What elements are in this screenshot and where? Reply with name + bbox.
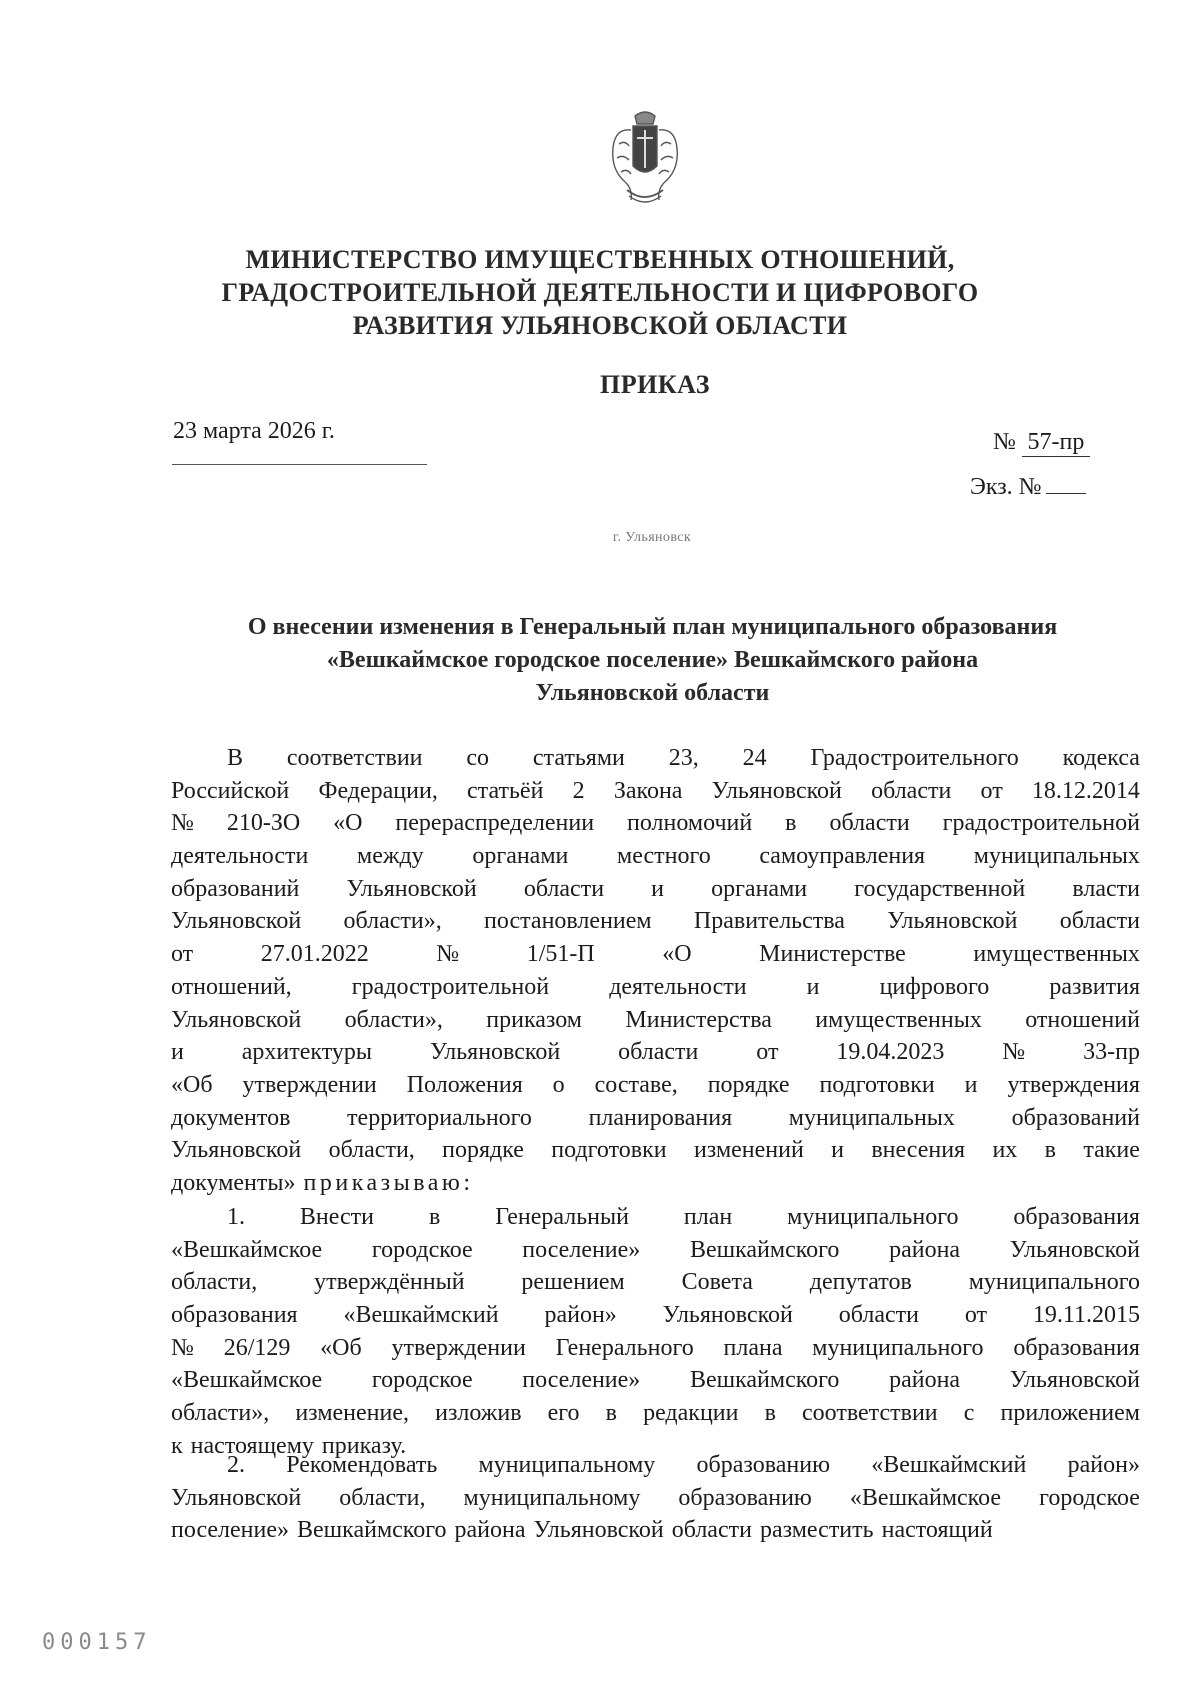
word: Ульяновской xyxy=(662,1302,793,1329)
word: приказываю: xyxy=(303,1169,474,1196)
word: Ульяновской xyxy=(346,875,477,902)
subject-line: «Вешкаймское городское поселение» Вешкаймского района xyxy=(326,647,979,673)
word: образования xyxy=(1013,1334,1140,1361)
word: Вешкаймского xyxy=(689,1236,840,1263)
word: Генерального xyxy=(555,1334,694,1361)
word: Ульяновской xyxy=(171,908,302,935)
word: Вешкаймского xyxy=(689,1367,840,1394)
paragraph-preamble xyxy=(171,742,1140,1200)
word: района xyxy=(889,1367,961,1394)
word: отношений, xyxy=(171,973,292,1000)
word: Министерства xyxy=(625,1006,772,1033)
word: 19.11.2015 xyxy=(1032,1302,1140,1329)
word: поселение» xyxy=(522,1236,641,1263)
text-line xyxy=(171,1266,1140,1299)
text-line xyxy=(171,775,1140,808)
word: района xyxy=(889,1236,961,1263)
word: Ульяновской xyxy=(887,908,1018,935)
text-line xyxy=(171,1201,1140,1234)
ministry-name xyxy=(150,243,1050,342)
word: района xyxy=(454,1517,526,1544)
word: порядке xyxy=(442,1137,524,1164)
word: Министерстве xyxy=(759,941,906,968)
word: образований xyxy=(1011,1104,1140,1131)
word: с xyxy=(963,1400,975,1427)
word: решением xyxy=(521,1269,625,1296)
word: области xyxy=(838,1302,919,1329)
text-line xyxy=(171,1004,1140,1037)
word: поселение» xyxy=(522,1367,641,1394)
word: № xyxy=(171,810,194,837)
word: муниципальному xyxy=(478,1452,656,1478)
word: утверждении xyxy=(391,1334,526,1361)
word: области», xyxy=(343,908,442,935)
word: от xyxy=(171,941,194,968)
word: муниципальных xyxy=(788,1104,955,1131)
word: Рекомендовать xyxy=(286,1452,438,1478)
word: Ульяновской xyxy=(1009,1236,1140,1263)
word: в xyxy=(605,1400,617,1427)
text-line xyxy=(171,1449,1140,1482)
word: от xyxy=(980,777,1003,804)
word: к xyxy=(171,1432,183,1459)
text-line xyxy=(171,1036,1140,1069)
word: «Об xyxy=(320,1334,362,1361)
word: местного xyxy=(617,843,711,870)
word: его xyxy=(547,1400,580,1427)
word: Вешкаймского xyxy=(297,1517,447,1544)
word: плана xyxy=(723,1334,783,1361)
word: Ульяновской xyxy=(711,777,842,804)
word: Правительства xyxy=(693,908,845,935)
word: деятельности xyxy=(171,843,309,870)
word: «Вешкаймское xyxy=(171,1236,323,1263)
word: территориального xyxy=(347,1104,532,1131)
text-line xyxy=(171,1482,1140,1515)
word: документы» xyxy=(171,1169,296,1196)
word: составе, xyxy=(594,1071,678,1098)
word: «Вешкаймское xyxy=(849,1484,1002,1511)
document-subject xyxy=(160,611,1145,710)
text-line xyxy=(171,1234,1140,1267)
word: образования xyxy=(1013,1204,1140,1230)
word: № xyxy=(171,1334,194,1361)
paragraph-item-1 xyxy=(171,1201,1140,1463)
word: деятельности xyxy=(609,973,747,1000)
word: утверждении xyxy=(242,1071,377,1098)
text-line xyxy=(171,1514,1140,1547)
ministry-line: ГРАДОСТРОИТЕЛЬНОЙ ДЕЯТЕЛЬНОСТИ И ЦИФРОВОГО xyxy=(221,278,979,307)
word: образования xyxy=(171,1302,298,1329)
word: Российской xyxy=(171,777,290,804)
text-line xyxy=(171,742,1140,775)
ministry-line: РАЗВИТИЯ УЛЬЯНОВСКОЙ ОБЛАСТИ xyxy=(352,311,848,340)
word: 26/129 xyxy=(223,1334,291,1361)
word: перераспределении xyxy=(395,810,595,837)
word: органами xyxy=(711,875,808,902)
word: области xyxy=(829,810,910,837)
text-line xyxy=(171,1332,1140,1365)
text-line xyxy=(171,1102,1140,1135)
word: 210-ЗО xyxy=(226,810,301,837)
text-line xyxy=(171,1134,1140,1167)
word: постановлением xyxy=(484,908,652,935)
document-number xyxy=(993,429,1090,457)
word: Ульяновской xyxy=(533,1517,664,1544)
word: муниципальных xyxy=(973,843,1140,870)
word: 2. xyxy=(227,1452,245,1478)
word: приложением xyxy=(1000,1400,1140,1427)
text-line xyxy=(171,807,1140,840)
word: Совета xyxy=(681,1269,753,1296)
word: 1/51-П xyxy=(526,941,595,968)
word: изложив xyxy=(435,1400,522,1427)
word: развития xyxy=(1049,973,1140,1000)
paragraph-item-2 xyxy=(171,1449,1140,1547)
text-line xyxy=(171,1069,1140,1102)
word: район» xyxy=(1067,1452,1140,1478)
word: редакции xyxy=(643,1400,739,1427)
word: муниципальному xyxy=(463,1484,641,1511)
word: имущественных xyxy=(815,1006,982,1033)
date-underline xyxy=(172,464,427,465)
word: Положения xyxy=(406,1071,523,1098)
word: архитектуры xyxy=(241,1039,373,1066)
word: государственной xyxy=(854,875,1026,902)
word: власти xyxy=(1072,875,1140,902)
word: 19.04.2023 xyxy=(836,1039,945,1066)
word: отношений xyxy=(1025,1006,1140,1033)
word: городское xyxy=(1039,1484,1140,1511)
word: такие xyxy=(1083,1137,1140,1164)
word: «Вешкаймское xyxy=(171,1367,323,1394)
word: в xyxy=(1044,1137,1056,1164)
word: Федерации, xyxy=(318,777,438,804)
word: градостроительной xyxy=(351,973,550,1000)
word: приказу. xyxy=(321,1432,407,1459)
word: в xyxy=(764,1400,776,1427)
word: Генеральный xyxy=(495,1204,629,1230)
word: план xyxy=(683,1204,733,1230)
word: области», xyxy=(344,1006,443,1033)
word: внесения xyxy=(871,1137,966,1164)
word: области xyxy=(871,777,952,804)
word: утверждения xyxy=(1007,1071,1140,1098)
word: от xyxy=(964,1302,987,1329)
word: и xyxy=(651,875,664,902)
word: приказом xyxy=(486,1006,582,1033)
word: документов xyxy=(171,1104,291,1131)
word: № xyxy=(1002,1039,1026,1066)
word: подготовки xyxy=(551,1137,667,1164)
word: кодекса xyxy=(1062,745,1140,771)
word: поселение» xyxy=(171,1517,290,1544)
word: образованию xyxy=(678,1484,812,1511)
word: разместить xyxy=(759,1517,874,1544)
word: изменений xyxy=(693,1137,804,1164)
word: области xyxy=(618,1039,699,1066)
word: Ульяновской xyxy=(1009,1367,1140,1394)
word: области xyxy=(671,1517,752,1544)
word: соответствии xyxy=(286,745,423,771)
word: настоящий xyxy=(881,1517,993,1544)
word: Ульяновской xyxy=(429,1039,561,1066)
text-line xyxy=(171,873,1140,906)
word: В xyxy=(227,745,244,771)
number-value: 57-пр xyxy=(1022,429,1090,457)
word: в xyxy=(785,810,797,837)
word: 2 xyxy=(572,777,585,804)
word: муниципального xyxy=(787,1204,959,1230)
word: области, xyxy=(171,1269,258,1296)
copy-label: Экз. № xyxy=(970,474,1042,500)
text-line xyxy=(171,1397,1140,1430)
word: цифрового xyxy=(879,973,990,1000)
city: г. Ульяновск xyxy=(612,530,692,545)
word: «О xyxy=(333,810,363,837)
word: муниципального xyxy=(968,1269,1140,1296)
word: городское xyxy=(371,1367,473,1394)
word: Закона xyxy=(613,777,683,804)
word: № xyxy=(436,941,460,968)
word: порядке xyxy=(707,1071,790,1098)
text-line xyxy=(171,938,1140,971)
word: Градостроительного xyxy=(810,745,1019,771)
word: Ульяновской xyxy=(171,1006,302,1033)
word: самоуправления xyxy=(759,843,926,870)
word: статьёй xyxy=(467,777,544,804)
document-type: ПРИКАЗ xyxy=(599,370,711,399)
word: 1. xyxy=(227,1204,245,1230)
word: 23, xyxy=(668,745,699,771)
document-date: 23 марта 2026 г. xyxy=(173,418,335,444)
word: о xyxy=(552,1071,565,1098)
word: области, xyxy=(339,1484,426,1511)
word: со xyxy=(466,745,490,771)
word: полномочий xyxy=(627,810,753,837)
word: и xyxy=(964,1071,978,1098)
word: области, xyxy=(328,1137,415,1164)
word: планирования xyxy=(588,1104,733,1131)
word: и xyxy=(806,973,820,1000)
word: области xyxy=(1059,908,1140,935)
copy-blank xyxy=(1046,493,1086,494)
registration-stamp: 000157 xyxy=(42,1630,152,1655)
word: их xyxy=(992,1137,1018,1164)
copy-number xyxy=(970,474,1086,501)
text-line xyxy=(171,905,1140,938)
word: в xyxy=(428,1204,441,1230)
ministry-line: МИНИСТЕРСТВО ИМУЩЕСТВЕННЫХ ОТНОШЕНИЙ, xyxy=(245,245,955,274)
word: настоящему xyxy=(190,1432,314,1459)
word: области xyxy=(523,875,605,902)
word: статьями xyxy=(532,745,625,771)
text-line xyxy=(171,1299,1140,1332)
word: Ульяновской xyxy=(171,1137,302,1164)
number-label: № xyxy=(993,429,1016,455)
word: депутатов xyxy=(809,1269,912,1296)
word: и xyxy=(831,1137,844,1164)
word: городское xyxy=(371,1236,473,1263)
word: образований xyxy=(171,875,300,902)
word: 33-пр xyxy=(1083,1039,1140,1066)
word: области», xyxy=(171,1400,270,1427)
word: Внести xyxy=(299,1204,375,1230)
subject-line: О внесении изменения в Генеральный план муниципального образования xyxy=(247,614,1058,640)
word: соответствии xyxy=(802,1400,938,1427)
word: между xyxy=(357,843,424,870)
text-line xyxy=(171,840,1140,873)
word: подготовки xyxy=(819,1071,935,1098)
word: от xyxy=(756,1039,779,1066)
word: «Об xyxy=(171,1071,213,1098)
word: утверждённый xyxy=(314,1269,465,1296)
word: и xyxy=(171,1039,184,1066)
text-line xyxy=(171,1167,1140,1200)
word: «Вешкаймский xyxy=(871,1452,1027,1478)
text-line xyxy=(171,971,1140,1004)
word: «О xyxy=(662,941,692,968)
word: имущественных xyxy=(973,941,1140,968)
word: «Вешкаймский xyxy=(343,1302,499,1329)
text-line xyxy=(171,1364,1140,1397)
word: район» xyxy=(544,1302,617,1329)
coat-of-arms-icon xyxy=(605,108,685,208)
subject-line: Ульяновской области xyxy=(535,680,770,706)
word: 24 xyxy=(742,745,767,771)
word: 27.01.2022 xyxy=(260,941,369,968)
word: муниципального xyxy=(812,1334,984,1361)
word: образованию xyxy=(696,1452,831,1478)
word: изменение, xyxy=(295,1400,409,1427)
word: градостроительной xyxy=(942,810,1140,837)
word: органами xyxy=(472,843,569,870)
word: Ульяновской xyxy=(171,1484,302,1511)
word: 18.12.2014 xyxy=(1031,777,1140,804)
